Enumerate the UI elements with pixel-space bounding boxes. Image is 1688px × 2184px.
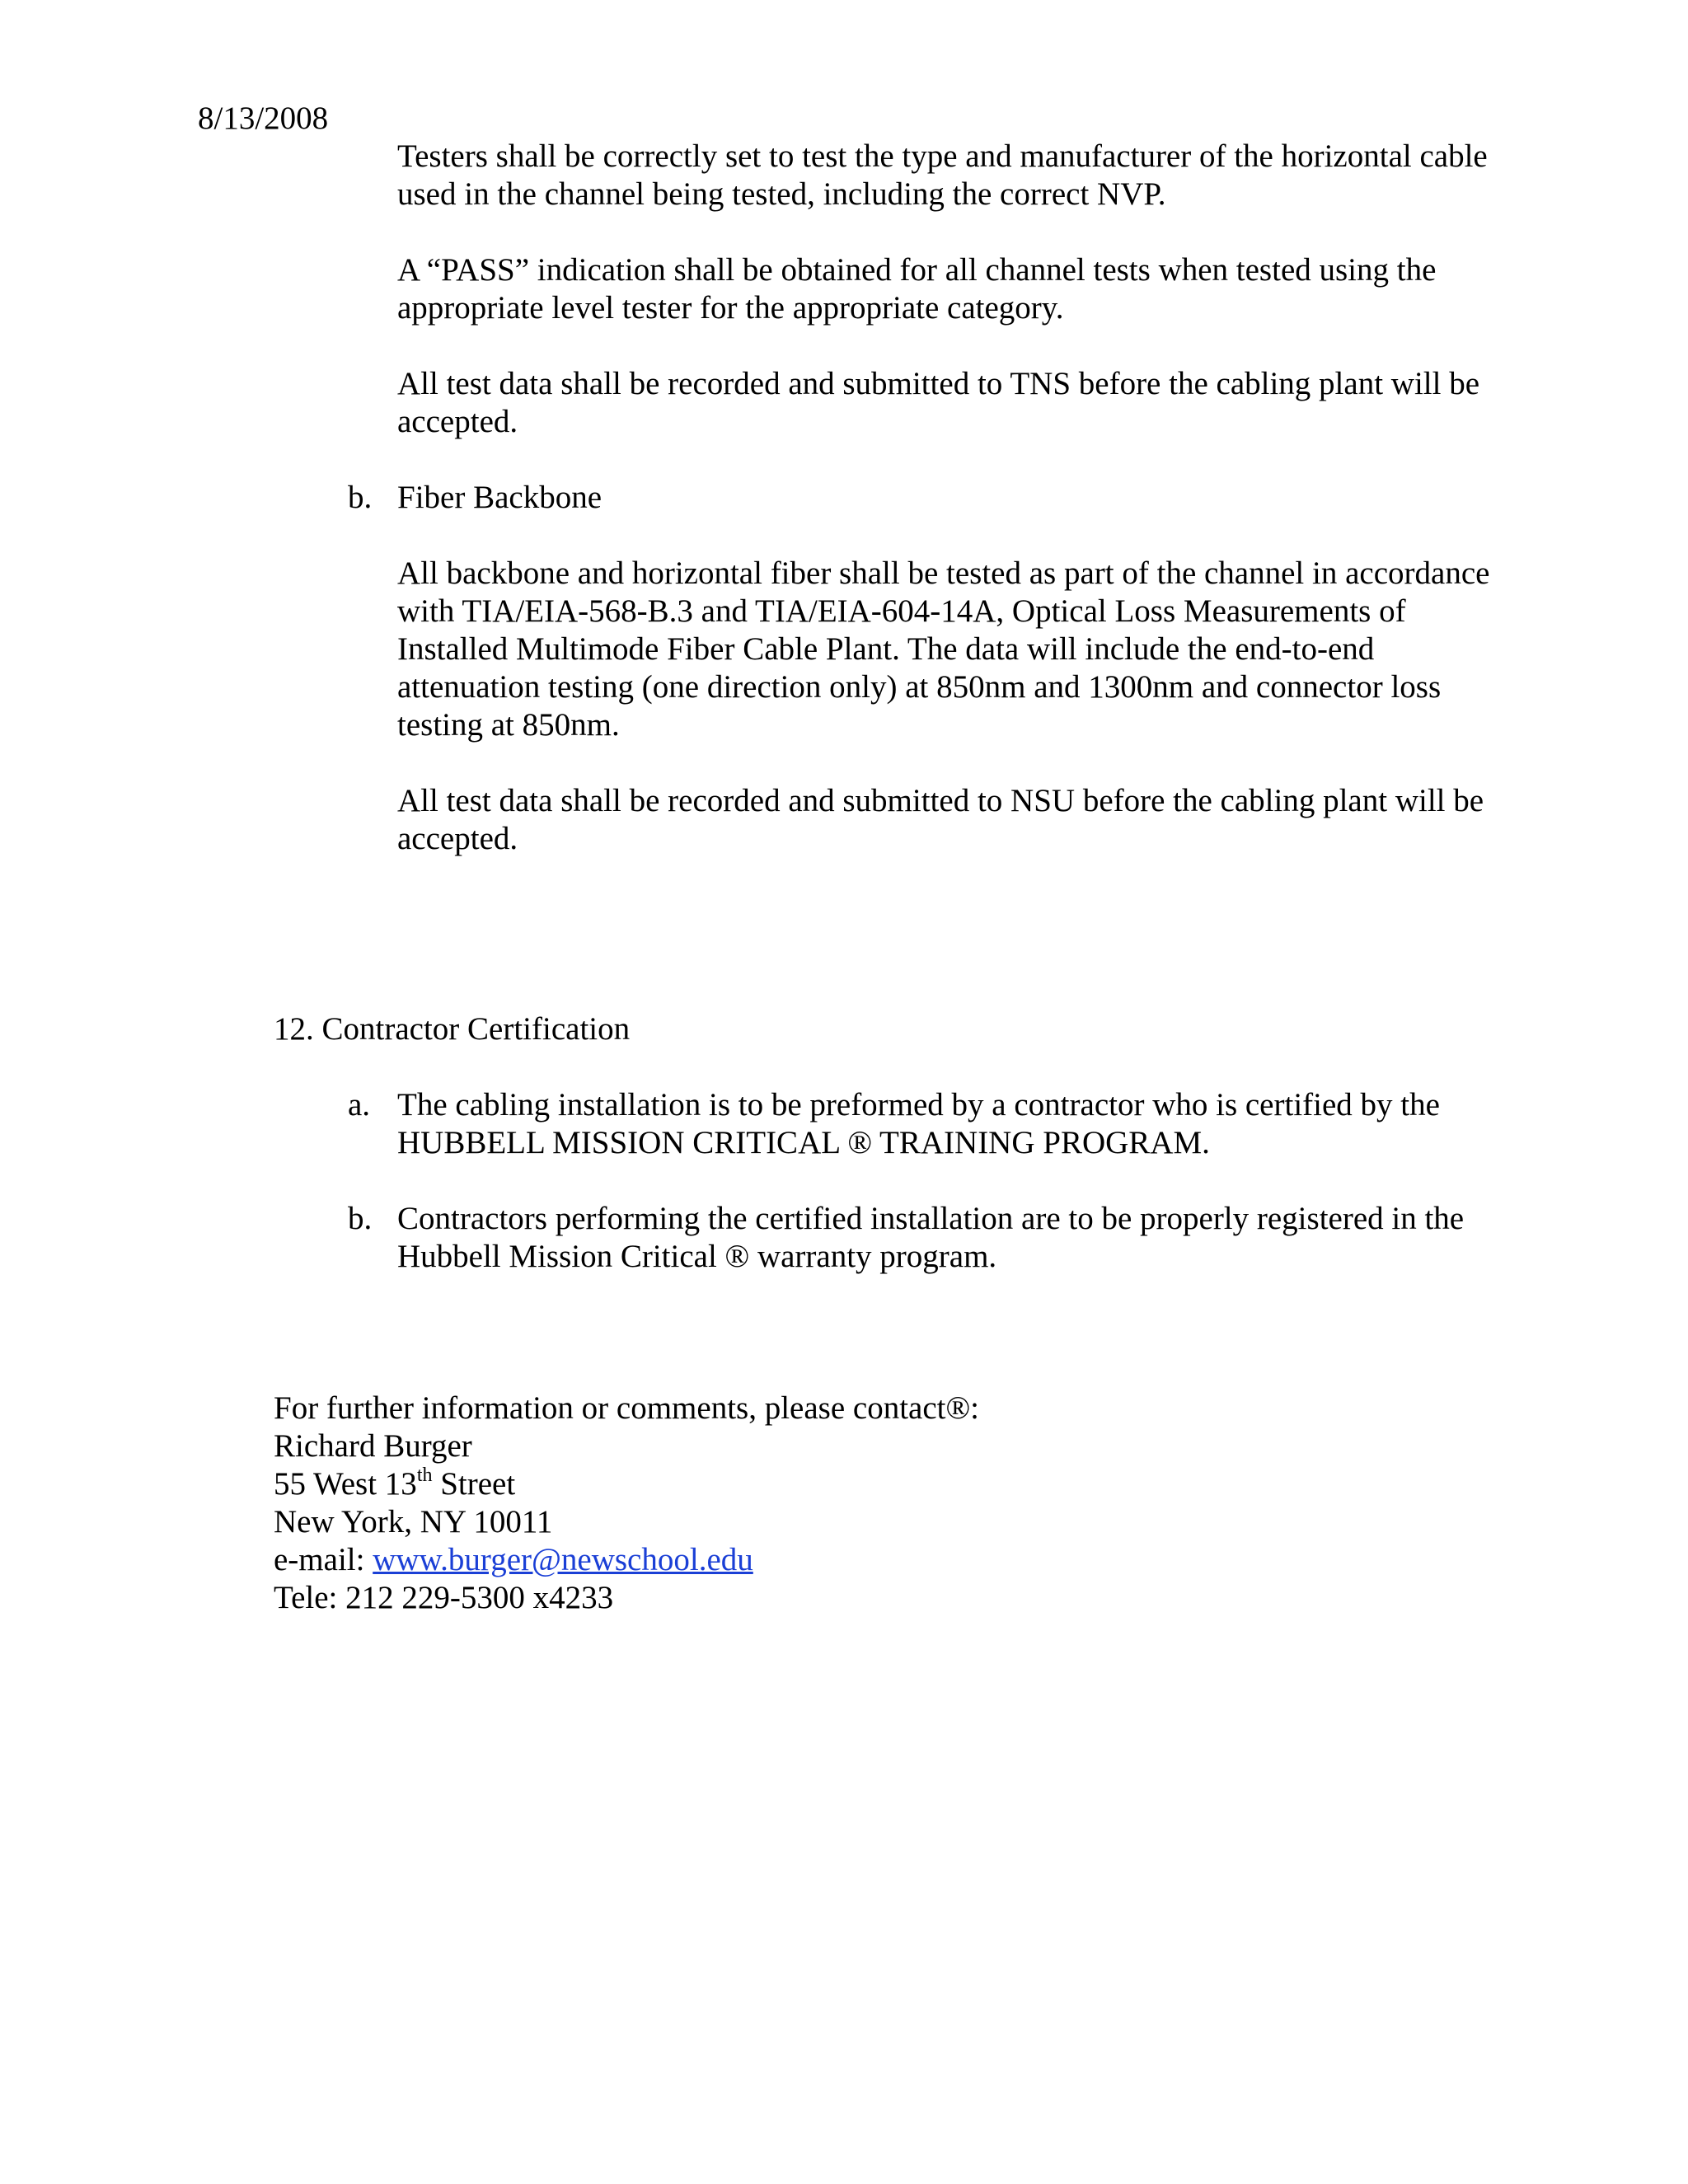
copper-paragraph-pass: A “PASS” indication shall be obtained for all channel tests when tested using the appropriate level tester for the appropriate category.: [397, 252, 1437, 326]
street-suffix: Street: [432, 1466, 516, 1502]
contact-city: New York, NY 10011: [274, 1504, 553, 1540]
fiber-item-marker: b.: [348, 480, 373, 515]
copper-paragraph-nvp: Testers shall be correctly set to test the type and manufacturer of the horizontal cable used in the channel being tested, including the correct NVP.: [397, 138, 1488, 212]
certification-item-text: The cabling installation is to be preformed by a contractor who is certified by the HUBBELL MISSION CRITICAL ® TRAINING PROGRAM.: [397, 1087, 1440, 1160]
email-link[interactable]: www.burger@newschool.edu: [373, 1542, 753, 1577]
email-label: e-mail:: [274, 1542, 373, 1577]
contact-intro: For further information or comments, please contact®:: [274, 1390, 979, 1426]
street-ordinal-suffix: th: [416, 1465, 433, 1486]
certification-item-marker: b.: [348, 1201, 373, 1236]
certification-item-marker: a.: [348, 1087, 371, 1122]
certification-item-text: Contractors performing the certified installation are to be properly registered in the Hubbell Mission Critical ® warranty program.: [397, 1201, 1465, 1274]
contact-street: [274, 1465, 515, 1503]
fiber-paragraph-testing: All backbone and horizontal fiber shall be tested as part of the channel in accordance with TIA/EIA-568-B.3 and TIA/EIA-604-14A, Optical Loss Measurements of Installed Multimode Fiber Cable Plant. The data will include the end-to-end attenuation testing (one direction only) at 850nm and 1300nm and connector loss testing at 850nm.: [397, 555, 1490, 743]
section-heading-contractor-certification: 12. Contractor Certification: [274, 1011, 631, 1047]
contact-phone: Tele: 212 229-5300 x4233: [274, 1580, 614, 1615]
contact-email-line: [274, 1541, 753, 1579]
page-date: 8/13/2008: [198, 101, 329, 136]
street-prefix: 55 West 13: [274, 1466, 417, 1502]
fiber-backbone-title: Fiber Backbone: [397, 480, 603, 515]
copper-paragraph-submit: All test data shall be recorded and submitted to TNS before the cabling plant will be accepted.: [397, 366, 1480, 439]
contact-name: Richard Burger: [274, 1428, 472, 1464]
fiber-paragraph-submit: All test data shall be recorded and submitted to NSU before the cabling plant will be accepted.: [397, 783, 1484, 856]
